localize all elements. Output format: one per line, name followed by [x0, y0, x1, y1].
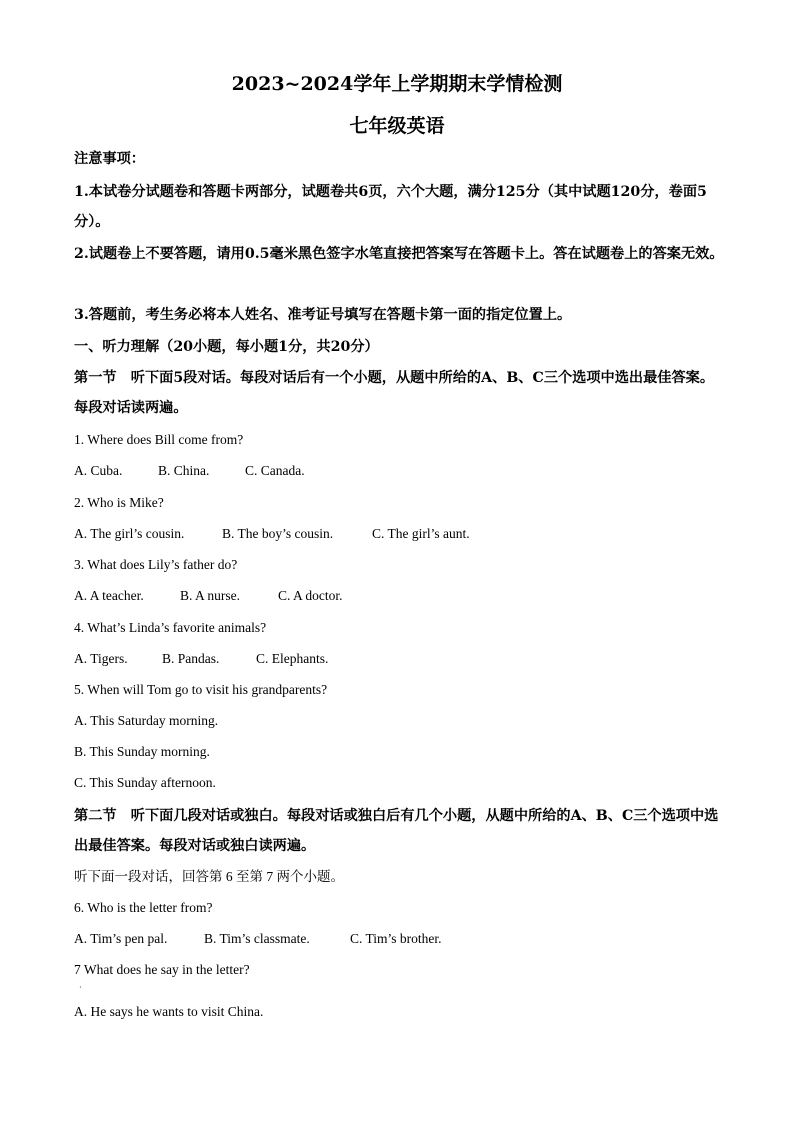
option-c: C. The girl’s aunt.: [372, 526, 470, 541]
option-c: C. Elephants.: [256, 651, 329, 666]
option-c: C. Canada.: [245, 463, 305, 478]
notes-heading: 注意事项：: [74, 151, 145, 167]
question-7: 7 What does he say in the letter?: [74, 962, 250, 977]
exam-title: 2023~2024学年上学期期末学情检测: [231, 73, 563, 95]
question-5: 5. When will Tom go to visit his grandparents?: [74, 682, 328, 697]
question-2: 2. Who is Mike?: [74, 495, 164, 510]
option-b: B. Tim’s classmate.: [204, 931, 310, 946]
question-3: 3. What does Lily’s father do?: [74, 557, 238, 572]
question-4: 4. What’s Linda’s favorite animals?: [74, 620, 267, 635]
option-a: A. A teacher.: [74, 588, 144, 603]
question-2-options: [74, 524, 724, 544]
option-b: B. The boy’s cousin.: [222, 526, 334, 541]
question-5-option-b: B. This Sunday morning.: [74, 744, 210, 759]
question-7-option-a: A. He says he wants to visit China.: [74, 1004, 264, 1019]
note-1: 1.本试卷分试题卷和答题卡两部分，试题卷共6页，六个大题，满分125分（其中试题120分，卷面5分）。: [74, 184, 707, 230]
part-2-subinstruction: 听下面一段对话，回答第 6 至第 7 两个小题。: [74, 869, 344, 884]
option-b: B. Pandas.: [162, 651, 220, 666]
part-2-instruction: 第二节 听下面几段对话或独白。每段对话或独白后有几个小题，从题中所给的A、B、C三个选项中选出最佳答案。每段对话或独白读两遍。: [74, 808, 719, 854]
part-1-instruction: 第一节 听下面5段对话。每段对话后有一个小题，从题中所给的A、B、C三个选项中选出最佳答案。每段对话读两遍。: [74, 370, 715, 416]
question-1-options: [74, 461, 724, 481]
question-6: 6. Who is the letter from?: [74, 900, 213, 915]
note-2: 2.试题卷上不要答题，请用0.5毫米黑色签字水笔直接把答案写在答题卡上。答在试题卷上的答案无效。: [74, 246, 724, 262]
note-3: 3.答题前，考生务必将本人姓名、准考证号填写在答题卡第一面的指定位置上。: [74, 307, 572, 323]
option-b: B. China.: [158, 463, 210, 478]
question-5-option-a: A. This Saturday morning.: [74, 713, 219, 728]
question-6-options: [74, 929, 724, 949]
question-1: 1. Where does Bill come from?: [74, 432, 244, 447]
option-a: A. Tigers.: [74, 651, 128, 666]
option-b: B. A nurse.: [180, 588, 241, 603]
stray-mark: ·: [79, 983, 82, 992]
question-4-options: [74, 649, 724, 669]
section-1-heading: 一、听力理解（20小题，每小题1分，共20分）: [74, 339, 379, 355]
exam-subtitle: 七年级英语: [349, 115, 445, 137]
question-5-option-c: C. This Sunday afternoon.: [74, 775, 216, 790]
option-c: C. Tim’s brother.: [350, 931, 442, 946]
option-c: C. A doctor.: [278, 588, 343, 603]
question-3-options: [74, 586, 724, 606]
option-a: A. Tim’s pen pal.: [74, 931, 168, 946]
option-a: A. The girl’s cousin.: [74, 526, 185, 541]
option-a: A. Cuba.: [74, 463, 123, 478]
